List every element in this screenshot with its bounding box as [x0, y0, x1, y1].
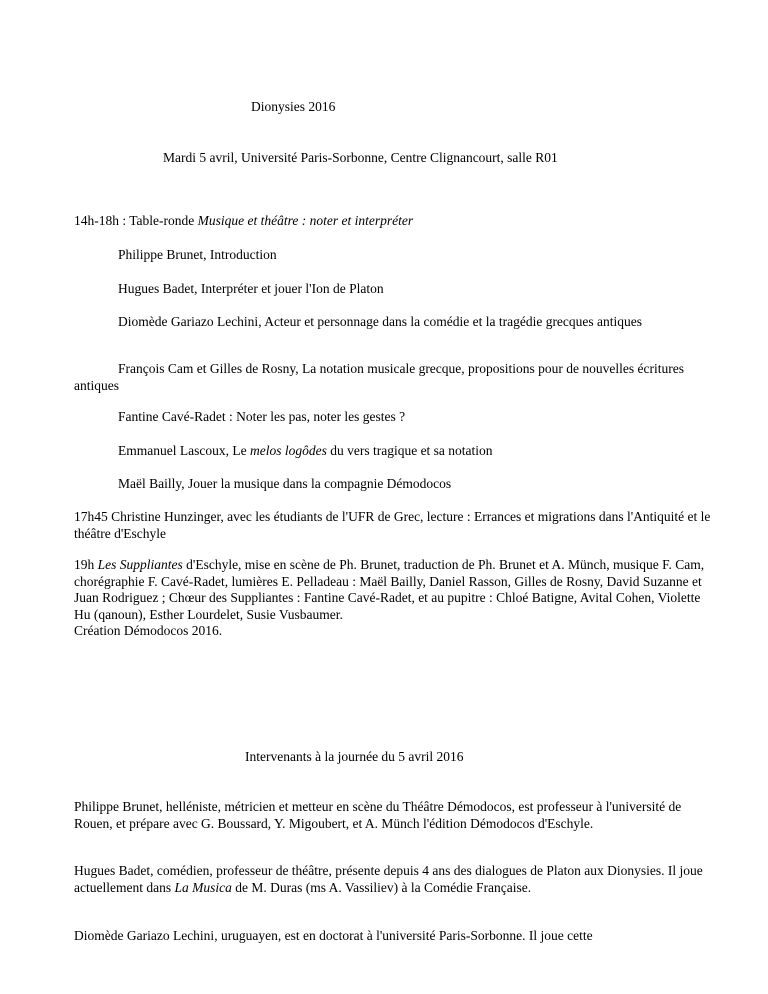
speaker-paragraph: [74, 863, 714, 896]
badet-text-end: de M. Duras (ms A. Vassiliev) à la Comédie Française.: [231, 879, 532, 895]
roundtable-line: [74, 213, 413, 229]
speaker-paragraph: Philippe Brunet, helléniste, métricien et metteur en scène du Théâtre Démodocos, est professeur à l'université de Rouen, et prépare avec G. Boussard, Y. Migoubert, et A. Münch l'édition Démodocos d'Eschyle.: [74, 799, 682, 831]
play-paragraph: [74, 557, 714, 640]
play-details: d'Eschyle, mise en scène de Ph. Brunet, traduction de Ph. Brunet et A. Münch, musique F. Cam, chorégraphie F. Cavé-Radet, lumières E. Pelladeau : Maël Bailly, Daniel Rasson, Gilles de Rosny, David Suzanne et Juan Rodriguez ; Chœur des Suppliantes : Fantine Cavé-Radet, et au pupitre : Chloé Batigne, Avital Cohen, Violette Hu (qanoun), Esther Lourdelet, Susie Vusbaumer.: [74, 557, 705, 622]
talk-item: Fantine Cavé-Radet : Noter les pas, noter les gestes ?: [118, 409, 406, 424]
talk-item: François Cam et Gilles de Rosny, La notation musicale grecque, propositions pour de nouvelles écritures antiques: [74, 361, 684, 393]
play-title: Les Suppliantes: [97, 557, 183, 572]
roundtable-prefix: 14h-18h : Table-ronde: [74, 213, 198, 228]
reading-paragraph: 17h45 Christine Hunzinger, avec les étudiants de l'UFR de Grec, lecture : Errances et migrations dans l'Antiquité et le théâtre d'Eschyle: [74, 509, 711, 541]
play-time: 19h: [74, 557, 98, 572]
lascoux-text-end: du vers tragique et sa notation: [326, 443, 493, 458]
lascoux-text: Emmanuel Lascoux, Le: [118, 443, 250, 458]
talk-item: Hugues Badet, Interpréter et jouer l'Ion de Platon: [118, 281, 384, 296]
badet-italic: La Musica: [174, 879, 232, 895]
talk-item-lascoux: [118, 443, 493, 459]
document-title: Dionysies 2016: [251, 99, 336, 114]
talk-item: Diomède Gariazo Lechini, Acteur et personnage dans la comédie et la tragédie grecques antiques: [118, 314, 643, 329]
roundtable-title: Musique et théâtre : noter et interpréter: [197, 213, 414, 228]
speakers-heading: Intervenants à la journée du 5 avril 2016: [245, 749, 464, 764]
speaker-paragraph: Diomède Gariazo Lechini, uruguayen, est en doctorat à l'université Paris-Sorbonne. Il joue cette: [74, 928, 593, 943]
lascoux-italic: melos logôdes: [249, 443, 327, 458]
talk-item: Philippe Brunet, Introduction: [118, 247, 277, 262]
badet-text: Hugues Badet, comédien, professeur de théâtre, présente depuis 4 ans des dialogues de Platon aux Dionysies. Il joue actuellement dans: [74, 863, 703, 895]
event-subtitle: Mardi 5 avril, Université Paris-Sorbonne, Centre Clignancourt, salle R01: [163, 150, 558, 165]
talk-item: Maël Bailly, Jouer la musique dans la compagnie Démodocos: [118, 476, 452, 491]
creation-note: Création Démodocos 2016.: [74, 623, 223, 638]
